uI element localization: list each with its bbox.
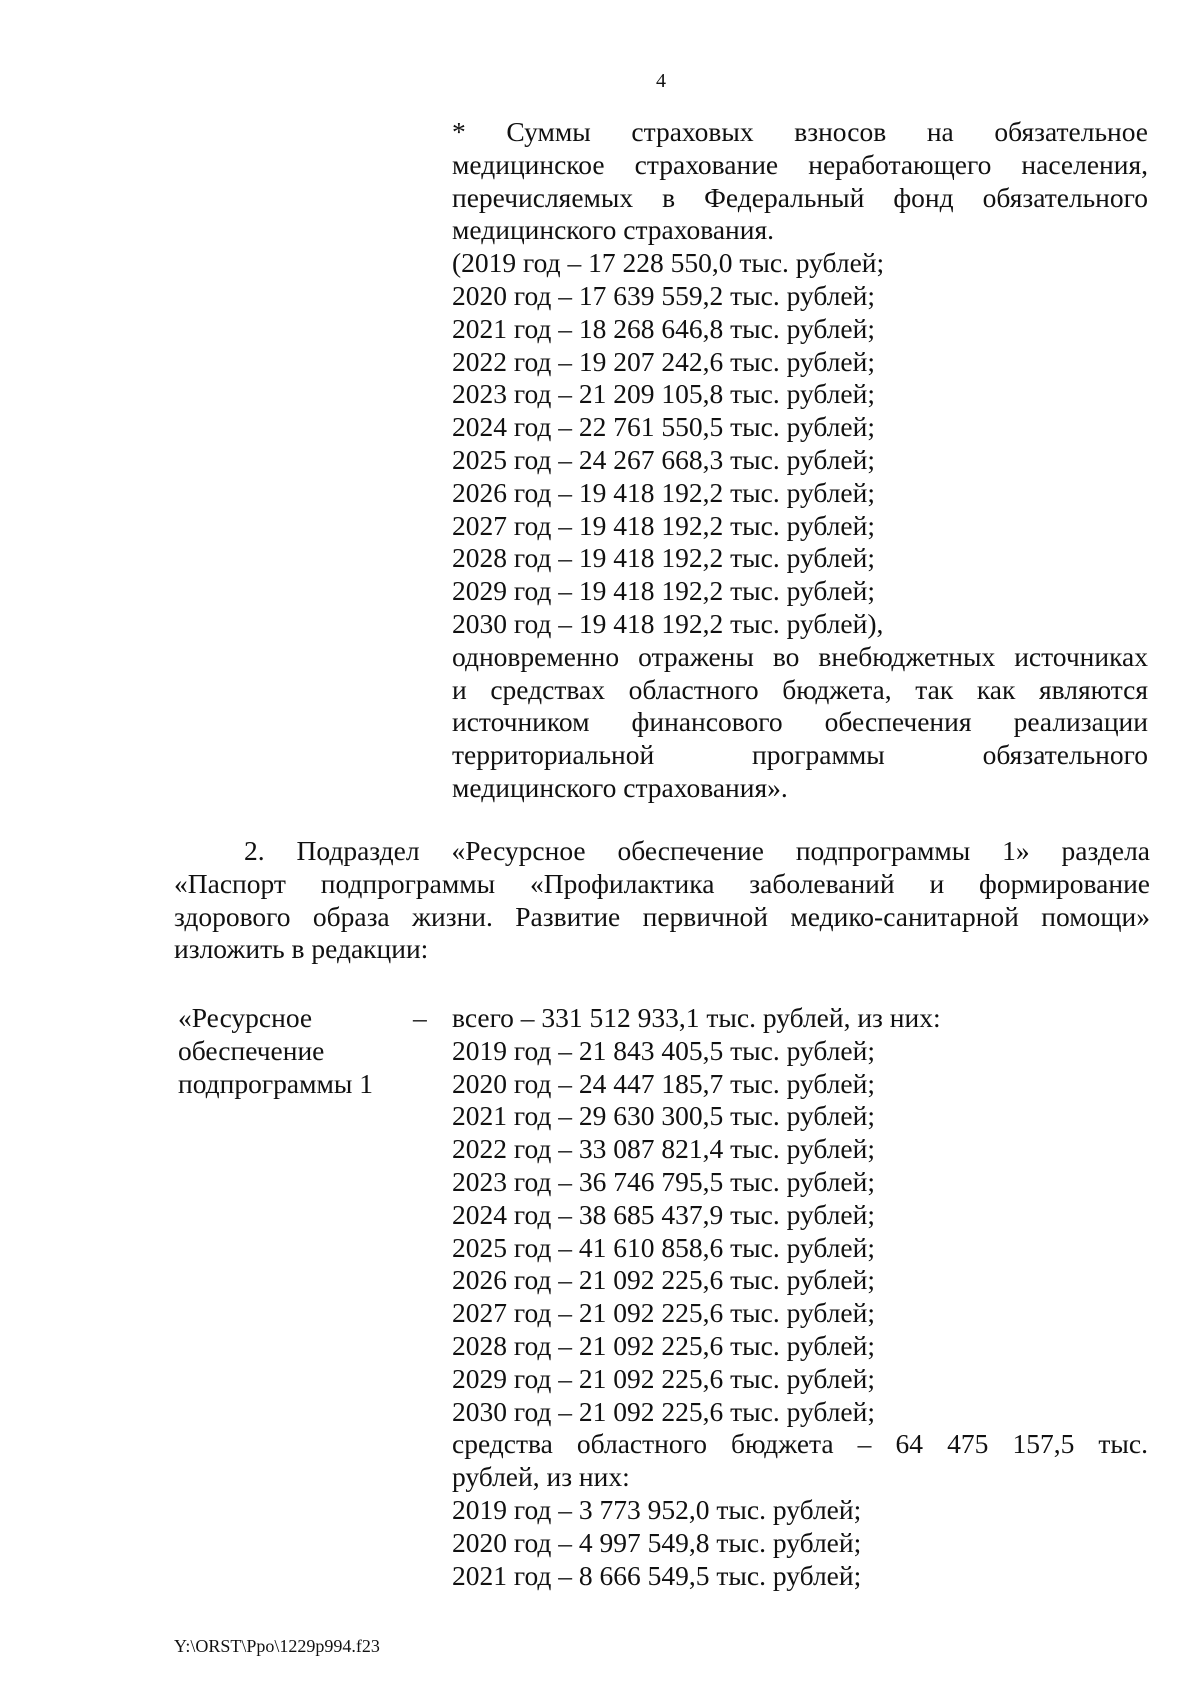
resource-year-line: 2023 год – 36 746 795,5 тыс. рублей; <box>452 1165 875 1197</box>
resource-year-line: 2020 год – 24 447 185,7 тыс. рублей; <box>452 1067 875 1099</box>
regional-budget-line: средства областного бюджета – 64 475 157,5 тыс. <box>452 1428 1148 1460</box>
paragraph-2 <box>174 835 1150 966</box>
footnote-line: медицинского страхования. <box>452 214 774 246</box>
footnote-year-line: 2030 год – 19 418 192,2 тыс. рублей), <box>452 607 884 639</box>
resource-total: всего – 331 512 933,1 тыс. рублей, из них: <box>452 1002 941 1033</box>
paragraph-line: изложить в редакции: <box>174 933 429 965</box>
footnote-year-line: 2022 год – 19 207 242,6 тыс. рублей; <box>452 345 875 377</box>
resource-year-line: 2022 год – 33 087 821,4 тыс. рублей; <box>452 1133 875 1165</box>
resource-year-line: 2029 год – 21 092 225,6 тыс. рублей; <box>452 1362 875 1394</box>
resource-year-line: 2024 год – 38 685 437,9 тыс. рублей; <box>452 1198 875 1230</box>
resource-label <box>178 1002 418 1100</box>
footnote-year-line: 2027 год – 19 418 192,2 тыс. рублей; <box>452 509 875 541</box>
paragraph-line: здорового образа жизни. Развитие первичной медико-санитарной помощи» <box>174 900 1150 932</box>
regional-year-line: 2021 год – 8 666 549,5 тыс. рублей; <box>452 1559 862 1591</box>
regional-year-line: 2020 год – 4 997 549,8 тыс. рублей; <box>452 1526 862 1558</box>
regional-budget-tail: рублей, из них: <box>452 1461 630 1493</box>
footnote-year-line: 2023 год – 21 209 105,8 тыс. рублей; <box>452 378 875 410</box>
footnote-line: перечисляемых в Федеральный фонд обязательного <box>452 181 1148 213</box>
resource-year-line: 2026 год – 21 092 225,6 тыс. рублей; <box>452 1264 875 1296</box>
regional-year-line: 2019 год – 3 773 952,0 тыс. рублей; <box>452 1493 862 1525</box>
footnote-year-line: (2019 год – 17 228 550,0 тыс. рублей; <box>452 247 885 279</box>
resource-year-line: 2025 год – 41 610 858,6 тыс. рублей; <box>452 1231 875 1263</box>
resource-label-line: обеспечение <box>178 1034 325 1066</box>
resource-label-line: «Ресурсное <box>178 1002 313 1033</box>
footnote-year-line: 2029 год – 19 418 192,2 тыс. рублей; <box>452 575 875 607</box>
resource-values <box>452 1002 1148 1592</box>
footnote-line: медицинское страхование неработающего населения, <box>452 148 1148 180</box>
resource-label-line: подпрограммы 1 <box>178 1067 374 1099</box>
footnote-line: одновременно отражены во внебюджетных источниках <box>452 640 1148 672</box>
paragraph-line: 2. Подраздел «Ресурсное обеспечение подпрограммы 1» раздела <box>244 835 1150 866</box>
footnote-block <box>452 116 1148 805</box>
footnote-line: и средствах областного бюджета, так как являются <box>452 673 1148 705</box>
footnote-year-line: 2021 год – 18 268 646,8 тыс. рублей; <box>452 312 875 344</box>
resource-year-line: 2028 год – 21 092 225,6 тыс. рублей; <box>452 1329 875 1361</box>
page-number: 4 <box>656 70 666 92</box>
footnote-year-line: 2026 год – 19 418 192,2 тыс. рублей; <box>452 476 875 508</box>
footnote-line: источником финансового обеспечения реализации <box>452 706 1148 738</box>
footnote-line: * Суммы страховых взносов на обязательное <box>452 116 1148 147</box>
paragraph-line: «Паспорт подпрограммы «Профилактика заболеваний и формирование <box>174 867 1150 899</box>
resource-year-line: 2027 год – 21 092 225,6 тыс. рублей; <box>452 1297 875 1329</box>
resource-year-line: 2021 год – 29 630 300,5 тыс. рублей; <box>452 1100 875 1132</box>
resource-year-line: 2019 год – 21 843 405,5 тыс. рублей; <box>452 1034 875 1066</box>
resource-year-line: 2030 год – 21 092 225,6 тыс. рублей; <box>452 1395 875 1427</box>
footnote-year-line: 2020 год – 17 639 559,2 тыс. рублей; <box>452 279 875 311</box>
footnote-year-line: 2024 год – 22 761 550,5 тыс. рублей; <box>452 411 875 443</box>
label-dash: – <box>413 1002 427 1033</box>
footnote-year-line: 2025 год – 24 267 668,3 тыс. рублей; <box>452 443 875 475</box>
footnote-line: медицинского страхования». <box>452 771 788 803</box>
footnote-line: территориальной программы обязательного <box>452 739 1148 771</box>
footer-file-path: Y:\ORST\Ppo\1229p994.f23 <box>174 1636 380 1656</box>
footnote-year-line: 2028 год – 19 418 192,2 тыс. рублей; <box>452 542 875 574</box>
